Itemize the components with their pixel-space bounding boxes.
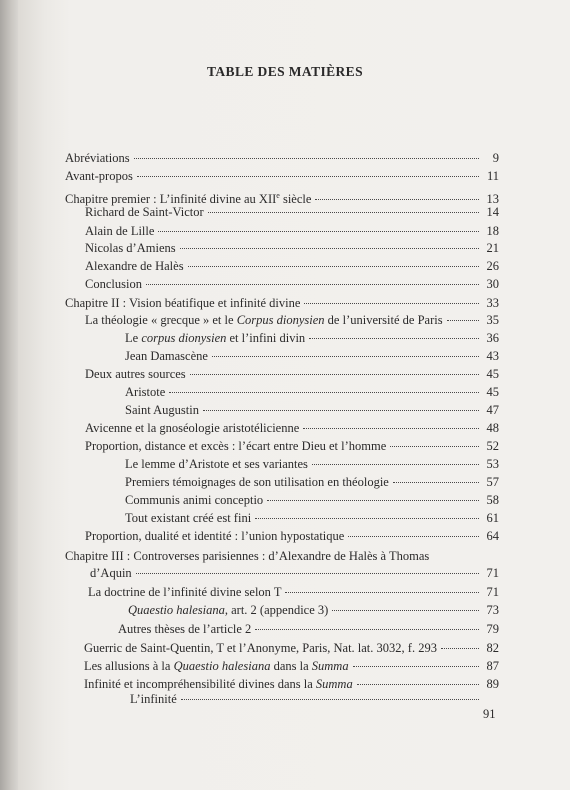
toc-entry-label: L’infinité — [130, 692, 177, 706]
leader-dots — [212, 356, 479, 357]
leader-dots — [309, 338, 479, 339]
leader-dots — [332, 610, 479, 611]
leader-dots — [441, 648, 479, 649]
leader-dots — [390, 446, 479, 447]
toc-entry-label: Le corpus dionysien et l’infini divin — [125, 331, 306, 345]
leader-dots — [137, 176, 479, 177]
leader-dots — [255, 518, 479, 519]
leader-dots — [208, 212, 479, 213]
toc-entry-label: Guerric de Saint-Quentin, T et l’Anonyme, Paris, Nat. lat. 3032, f. 293 — [84, 641, 437, 655]
toc-entry — [125, 403, 499, 418]
toc-entry-avant-propos — [65, 169, 499, 184]
leader-dots — [188, 266, 479, 267]
leader-dots — [357, 684, 479, 685]
toc-entry-page: 71 — [486, 566, 499, 580]
toc-entry-page: 36 — [486, 331, 499, 345]
leader-dots — [285, 592, 479, 593]
toc-entry — [125, 493, 499, 508]
toc-entry — [85, 241, 499, 256]
toc-entry-chapitre-2 — [65, 296, 499, 311]
toc-entry-page: 48 — [486, 421, 499, 435]
leader-dots — [353, 666, 479, 667]
toc-entry — [130, 692, 499, 707]
toc-entry-chapitre-3: Chapitre III : Controverses parisiennes : d’Alexandre de Halès à Thomas — [65, 549, 430, 563]
toc-entry-page: 91 — [483, 707, 496, 721]
leader-dots — [146, 284, 479, 285]
leader-dots — [158, 231, 479, 232]
toc-entry-page: 61 — [486, 511, 499, 525]
toc-entry — [125, 385, 499, 400]
toc-entry-label: Chapitre premier : L’infinité divine au XIIe siècle — [65, 191, 312, 207]
leader-dots — [304, 303, 479, 304]
toc-entry-page: 18 — [486, 224, 499, 238]
toc-entry-label: Avicenne et la gnoséologie aristotélicienne — [85, 421, 300, 435]
toc-entry — [125, 511, 499, 526]
toc-entry-label: Chapitre II : Vision béatifique et infinité divine — [65, 296, 301, 310]
toc-entry-abreviations — [65, 151, 499, 166]
leader-dots — [315, 199, 479, 200]
toc-entry — [90, 566, 499, 581]
toc-entry-page: 64 — [486, 529, 499, 543]
toc-entry-label: Conclusion — [85, 277, 142, 291]
toc-entry-label: La doctrine de l’infinité divine selon T — [88, 585, 282, 599]
toc-entry-label: Saint Augustin — [125, 403, 199, 417]
toc-entry — [128, 603, 499, 618]
toc-entry — [85, 224, 499, 239]
toc-entry-label: Avant-propos — [65, 169, 133, 183]
leader-dots — [136, 573, 479, 574]
toc-entry-label: Tout existant créé est fini — [125, 511, 252, 525]
toc-entry — [85, 439, 499, 454]
leader-dots — [203, 410, 479, 411]
toc-entry — [88, 585, 499, 600]
toc-entry-label: Jean Damascène — [125, 349, 208, 363]
toc-entry-page: 43 — [486, 349, 499, 363]
toc-entry-page: 79 — [486, 622, 499, 636]
toc-entry-label: Aristote — [125, 385, 166, 399]
toc-entry-page: 11 — [486, 169, 499, 183]
toc-entry-label: Les allusions à la Quaestio halesiana dans la Summa — [84, 659, 349, 673]
toc-entry-label: Le lemme d’Aristote et ses variantes — [125, 457, 308, 471]
toc-entry-page: 9 — [492, 151, 499, 165]
toc-entry-page: 87 — [486, 659, 499, 673]
toc-entry — [84, 677, 499, 692]
toc-entry-page: 21 — [486, 241, 499, 255]
toc-entry-label: Infinité et incompréhensibilité divines dans la Summa — [84, 677, 353, 691]
leader-dots — [348, 536, 479, 537]
toc-entry-page: 57 — [486, 475, 499, 489]
toc-entry-page: 89 — [486, 677, 499, 691]
toc-entry — [85, 205, 499, 220]
toc-entry-page: 14 — [486, 205, 499, 219]
leader-dots — [255, 629, 479, 630]
leader-dots — [267, 500, 479, 501]
toc-entry-label: Communis animi conceptio — [125, 493, 264, 507]
toc-entry-label: Alexandre de Halès — [85, 259, 184, 273]
toc-entry — [85, 277, 499, 292]
toc-entry — [125, 475, 499, 490]
toc-entry-page: 82 — [486, 641, 499, 655]
leader-dots — [393, 482, 479, 483]
toc-entry-label: La théologie « grecque » et le Corpus dionysien de l’université de Paris — [85, 313, 443, 327]
toc-entry-label: Nicolas d’Amiens — [85, 241, 176, 255]
toc-entry — [84, 641, 499, 656]
toc-entry-page: 35 — [486, 313, 499, 327]
toc-entry-page: 71 — [486, 585, 499, 599]
toc-entry-page: 13 — [486, 192, 499, 207]
toc-entry-label: Quaestio halesiana, art. 2 (appendice 3) — [128, 603, 329, 617]
toc-entry — [125, 331, 499, 346]
toc-entry-page: 53 — [486, 457, 499, 471]
leader-dots — [312, 464, 479, 465]
toc-entry-label: Autres thèses de l’article 2 — [118, 622, 252, 636]
toc-entry — [84, 659, 499, 674]
toc-entry — [125, 457, 499, 472]
leader-dots — [447, 320, 479, 321]
toc-entry-page: 58 — [486, 493, 499, 507]
leader-dots — [134, 158, 479, 159]
toc-entry — [85, 529, 499, 544]
toc-entry — [125, 349, 499, 364]
leader-dots — [190, 374, 479, 375]
leader-dots — [181, 699, 479, 700]
toc-entry-page: 30 — [486, 277, 499, 291]
toc-entry-page: 26 — [486, 259, 499, 273]
toc-entry-label: Proportion, distance et excès : l’écart entre Dieu et l’homme — [85, 439, 387, 453]
toc-entry-page: 47 — [486, 403, 499, 417]
toc-entry — [85, 367, 499, 382]
toc-entry — [85, 313, 499, 328]
toc-entry — [118, 622, 499, 637]
toc-entry — [85, 421, 499, 436]
toc-entry-label: Richard de Saint-Victor — [85, 205, 204, 219]
toc-entry-label: d’Aquin — [90, 566, 132, 580]
toc-entry-page: 45 — [486, 385, 499, 399]
page-title: TABLE DES MATIÈRES — [207, 64, 363, 79]
toc-entry-label: Abréviations — [65, 151, 130, 165]
leader-dots — [169, 392, 479, 393]
leader-dots — [303, 428, 479, 429]
toc-entry-page: 45 — [486, 367, 499, 381]
toc-entry-page: 73 — [486, 603, 499, 617]
toc-entry-page: 33 — [486, 296, 499, 310]
toc-entry-label: Deux autres sources — [85, 367, 186, 381]
toc-entry — [85, 259, 499, 274]
toc-entry-label: Proportion, dualité et identité : l’union hypostatique — [85, 529, 345, 543]
toc-entry-label: Alain de Lille — [85, 224, 155, 238]
toc-entry-label: Premiers témoignages de son utilisation en théologie — [125, 475, 389, 489]
leader-dots — [180, 248, 479, 249]
toc-entry-page: 52 — [486, 439, 499, 453]
